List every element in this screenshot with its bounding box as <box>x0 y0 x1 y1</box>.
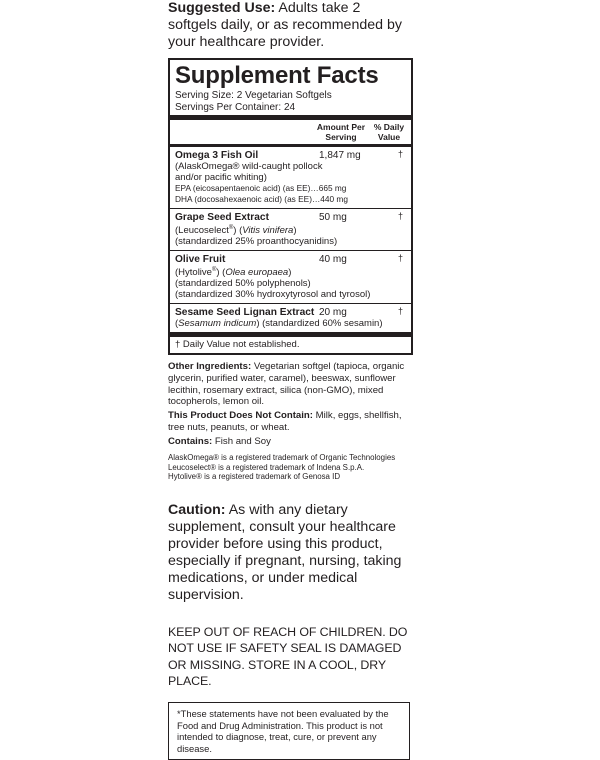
column-header <box>170 120 411 144</box>
epa-line: EPA (eicosapentaenoic acid) (as EE)…665 mg <box>175 183 347 193</box>
ingredient-detail <box>175 223 406 236</box>
ingredient-dv: † <box>397 253 403 264</box>
daily-value-footnote: † Daily Value not established. <box>175 339 300 351</box>
ingredient-name: Omega 3 Fish Oil <box>175 150 259 161</box>
storage-warning: KEEP OUT OF REACH OF CHILDREN. DO NOT USE IF SAFETY SEAL IS DAMAGED OR MISSING. STORE IN A COOL, DRY PLACE. <box>168 625 408 688</box>
ingredient-row-omega3 <box>170 147 411 208</box>
trademark-notes <box>168 453 413 482</box>
dv-header-line1: % Daily <box>373 122 405 132</box>
does-not-contain <box>168 410 413 433</box>
supplement-facts-panel <box>168 58 413 355</box>
registered-mark: ® <box>211 267 217 274</box>
ingredient-row-grape-seed <box>170 208 411 250</box>
label-panel <box>168 0 413 760</box>
caution-label: Caution: <box>168 502 226 519</box>
ingredient-amount: 1,847 mg <box>319 150 361 161</box>
ingredient-amount: 20 mg <box>319 307 347 319</box>
dv-header <box>371 123 407 142</box>
latin-name: Sesamum indicum <box>178 318 257 330</box>
fda-disclaimer: *These statements have not been evaluated by the Food and Drug Administration. This product is not intended to diagnose, treat, cure, or prevent any disease. <box>168 702 410 760</box>
other-ingredients-label: Other Ingredients: <box>168 361 252 373</box>
detail-text: (Hytolive <box>175 267 212 279</box>
amount-header-line2: Serving <box>325 131 357 142</box>
does-not-contain-text: Milk, eggs, shellfish, tree nuts, peanuts, or wheat. <box>168 410 402 433</box>
ingredient-row-sesame <box>170 303 411 332</box>
suggested-use-text: Adults take 2 softgels daily, or as recommended by your healthcare provider. <box>168 0 402 50</box>
caution-text: As with any dietary supplement, consult your healthcare provider before using this product, especially if pregnant, nursing, taking medications, or under medical supervision. <box>168 502 402 604</box>
ingredient-detail: (AlaskOmega® wild-caught pollock <box>175 161 323 172</box>
ingredient-detail: (standardized 25% proanthocyanidins) <box>175 236 338 248</box>
ingredient-row-olive-fruit <box>170 250 411 303</box>
ingredients-section <box>168 361 413 447</box>
ingredient-dv: † <box>397 211 403 221</box>
servings-per-container: Servings Per Container: 24 <box>175 101 296 113</box>
serving-size: Serving Size: 2 Vegetarian Softgels <box>175 90 332 101</box>
contains-label: Contains: <box>168 435 213 447</box>
ingredient-dv: † <box>397 149 403 159</box>
latin-name: Olea europaea <box>225 267 289 279</box>
does-not-contain-label: This Product Does Not Contain: <box>168 410 313 422</box>
ingredient-amount: 40 mg <box>319 254 347 266</box>
suggested-use-label: Suggested Use: <box>168 0 276 16</box>
detail-text: ) <box>288 267 292 279</box>
latin-name: Vitis vinifera <box>242 225 294 237</box>
trademark-line: Hytolive® is a registered trademark of Genosa ID <box>168 472 341 482</box>
dha-line: DHA (docosahexaenoic acid) (as EE)…440 mg <box>175 194 348 204</box>
other-ingredients <box>168 361 413 408</box>
trademark-line: Leucoselect® is a registered trademark of Indena S.p.A. <box>168 462 365 472</box>
suggested-use <box>168 0 413 51</box>
trademark-line: AlaskOmega® is a registered trademark of Organic Technologies <box>168 453 396 463</box>
caution-statement <box>168 502 413 604</box>
dv-header-line2: Value <box>377 131 401 142</box>
detail-text: ( <box>175 318 179 330</box>
ingredient-name: Olive Fruit <box>175 254 226 266</box>
ingredient-name: Grape Seed Extract <box>175 212 269 223</box>
detail-text: (Leucoselect <box>175 225 229 237</box>
ingredient-name: Sesame Seed Lignan Extract <box>175 307 315 319</box>
other-ingredients-text: Vegetarian softgel (tapioca, organic glycerin, purified water, caramel), beeswax, sunflower lecithin, rosemary extract, silica (non-GMO), mixed tocopherols, lemon oil. <box>168 361 405 408</box>
ingredient-amount: 50 mg <box>319 212 347 223</box>
detail-text: ) (standardized 60% sesamin) <box>256 318 383 330</box>
serving-info <box>170 89 411 115</box>
amount-header <box>315 123 367 142</box>
supplement-facts-title: Supplement Facts <box>175 62 379 89</box>
detail-text: ) ( <box>233 225 243 237</box>
ingredient-detail: and/or pacific whiting) <box>175 172 267 183</box>
contains <box>168 436 413 448</box>
ingredient-detail: (standardized 30% hydroxytyrosol and tyrosol) <box>175 289 371 301</box>
ingredient-detail <box>175 318 406 329</box>
amount-header-line1: Amount Per <box>316 122 366 132</box>
ingredient-detail: (standardized 50% polyphenols) <box>175 278 311 290</box>
ingredient-detail <box>175 265 406 278</box>
contains-text: Fish and Soy <box>212 435 271 447</box>
registered-mark: ® <box>228 225 234 231</box>
detail-text: ) <box>293 225 297 237</box>
detail-text: ) ( <box>216 267 226 279</box>
ingredient-dv: † <box>397 306 403 317</box>
